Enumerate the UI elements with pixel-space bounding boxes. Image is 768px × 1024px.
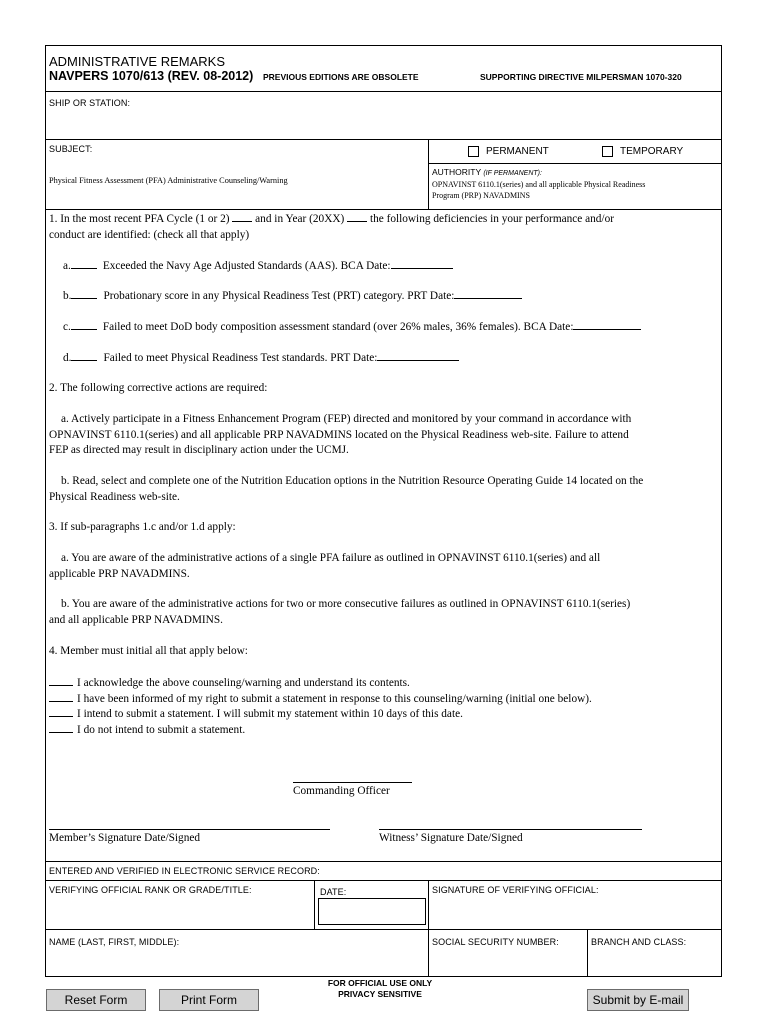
divider — [45, 139, 722, 140]
section-3-heading: 3. If sub-paragraphs 1.c and/or 1.d apply: — [49, 521, 236, 533]
form-title: ADMINISTRATIVE REMARKS — [49, 54, 226, 69]
commanding-officer-label: Commanding Officer — [293, 785, 390, 797]
initials-list — [49, 675, 592, 737]
print-form-button[interactable]: Print Form — [159, 989, 259, 1011]
commanding-officer-signature-line[interactable] — [293, 782, 412, 783]
temporary-label: TEMPORARY — [620, 146, 684, 157]
date-label: DATE: — [320, 887, 347, 897]
deficiency-d: d. Failed to meet Physical Readiness Test standards. PRT Date: — [63, 350, 459, 367]
name-label: NAME (LAST, FIRST, MIDDLE): — [49, 937, 180, 947]
reset-form-button[interactable]: Reset Form — [46, 989, 146, 1011]
deficiency-b-check[interactable] — [71, 288, 97, 299]
pfa-cycle-blank[interactable] — [232, 211, 252, 222]
divider — [45, 861, 722, 862]
initial-blank[interactable] — [49, 722, 73, 733]
section-2-b: b. Read, select and complete one of the Nutrition Education options in the Nutrition Resource Operating Guide 14 located on the Physical Readiness web-site. — [49, 475, 644, 503]
member-signature-label: Member’s Signature Date/Signed — [49, 832, 201, 844]
prt-date-b[interactable] — [454, 288, 522, 299]
witness-signature-label: Witness’ Signature Date/Signed — [379, 832, 523, 844]
branch-class-label: BRANCH AND CLASS: — [591, 937, 687, 947]
divider — [587, 929, 588, 977]
temporary-checkbox[interactable] — [602, 146, 613, 157]
bca-date-c[interactable] — [573, 319, 641, 330]
initial-item: I have been informed of my right to submit a statement in response to this counseling/warning (initial one below). — [49, 691, 592, 707]
deficiency-a-check[interactable] — [71, 258, 97, 269]
ship-station-field[interactable] — [46, 110, 721, 138]
permanent-label: PERMANENT — [486, 146, 549, 157]
divider — [45, 880, 722, 881]
initial-blank[interactable] — [49, 691, 73, 702]
ship-station-label: SHIP OR STATION: — [49, 98, 131, 108]
divider — [314, 880, 315, 929]
authority-text: OPNAVINST 6110.1(series) and all applicable Physical Readiness Program (PRP) NAVADMINS — [432, 180, 646, 200]
bca-date-a[interactable] — [391, 258, 453, 269]
section-3-b: b. You are aware of the administrative actions for two or more consecutive failures as outlined in OPNAVINST 6110.1(series) and all applicable PRP NAVADMINS. — [49, 598, 631, 626]
witness-signature-line[interactable] — [379, 829, 642, 830]
initial-item: I intend to submit a statement. I will submit my statement within 10 days of this date. — [49, 706, 592, 722]
divider — [428, 163, 722, 164]
signature-verifying-label: SIGNATURE OF VERIFYING OFFICIAL: — [432, 885, 599, 895]
obsolete-note: PREVIOUS EDITIONS ARE OBSOLETE — [263, 72, 419, 82]
member-signature-line[interactable] — [49, 829, 330, 830]
subject-label: SUBJECT: — [49, 144, 93, 154]
prt-date-d[interactable] — [377, 350, 459, 361]
divider — [45, 209, 722, 210]
deficiency-b: b. Probationary score in any Physical Readiness Test (PRT) category. PRT Date: — [63, 288, 522, 305]
ssn-label: SOCIAL SECURITY NUMBER: — [432, 937, 559, 947]
authority-label: AUTHORITY (IF PERMANENT): — [432, 167, 542, 177]
divider — [428, 139, 429, 209]
form-number: NAVPERS 1070/613 (REV. 08-2012) — [49, 69, 254, 83]
permanent-option[interactable] — [468, 146, 549, 157]
section-2-a: a. Actively participate in a Fitness Enhancement Program (FEP) directed and monitored by your command in accordance with OPNAVINST 6110.1(series) and all applicable PRP NAVADMINS located on the Physical Readiness web-site. Failure to attend FEP as directed may result in disciplinary action under the UCMJ. — [49, 413, 632, 456]
rank-label: VERIFYING OFFICIAL RANK OR GRADE/TITLE: — [49, 885, 252, 895]
section-1-intro: 1. In the most recent PFA Cycle (1 or 2) and in Year (20XX) the following deficiencies in your performance and/or conduct are identified: (check all that apply) — [49, 213, 614, 241]
submit-email-button[interactable]: Submit by E-mail — [587, 989, 689, 1011]
deficiency-d-check[interactable] — [71, 350, 97, 361]
deficiency-a: a. Exceeded the Navy Age Adjusted Standards (AAS). BCA Date: — [63, 258, 453, 275]
initial-item: I acknowledge the above counseling/warning and understand its contents. — [49, 675, 592, 691]
divider — [45, 929, 722, 930]
date-input[interactable] — [318, 898, 426, 925]
section-3-a: a. You are aware of the administrative actions of a single PFA failure as outlined in OPNAVINST 6110.1(series) and all applicable PRP NAVADMINS. — [49, 552, 601, 580]
section-4-heading: 4. Member must initial all that apply below: — [49, 645, 248, 657]
official-use-notice: FOR OFFICIAL USE ONLY PRIVACY SENSITIVE — [327, 978, 433, 999]
deficiency-c: c. Failed to meet DoD body composition assessment standard (over 26% males, 36% females). BCA Date: — [63, 319, 641, 336]
divider — [45, 91, 722, 92]
supporting-directive: SUPPORTING DIRECTIVE MILPERSMAN 1070-320 — [480, 72, 682, 82]
subject-value[interactable]: Physical Fitness Assessment (PFA) Administrative Counseling/Warning — [49, 176, 288, 185]
section-2-heading: 2. The following corrective actions are required: — [49, 382, 268, 394]
entered-verified-label: ENTERED AND VERIFIED IN ELECTRONIC SERVICE RECORD: — [49, 866, 320, 876]
permanent-checkbox[interactable] — [468, 146, 479, 157]
year-blank[interactable] — [347, 211, 367, 222]
initial-blank[interactable] — [49, 706, 73, 717]
deficiency-c-check[interactable] — [71, 319, 97, 330]
initial-blank[interactable] — [49, 675, 73, 686]
temporary-option[interactable] — [602, 146, 683, 157]
initial-item: I do not intend to submit a statement. — [49, 722, 592, 738]
